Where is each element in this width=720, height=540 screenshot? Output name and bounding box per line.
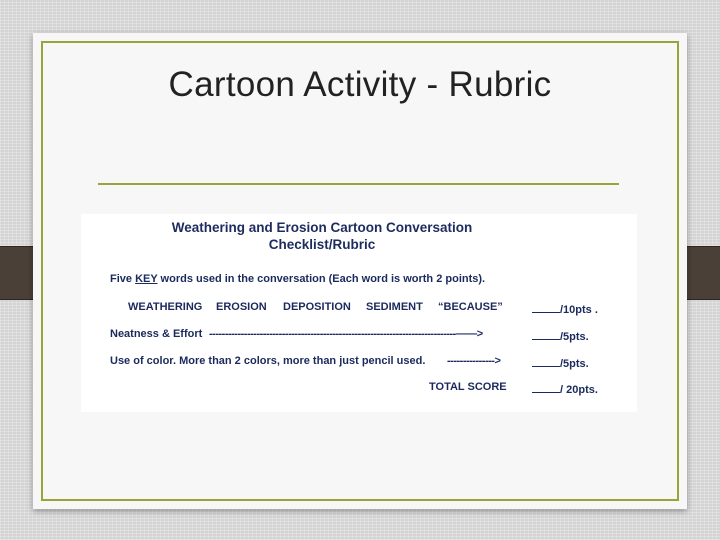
score-blank xyxy=(532,328,560,340)
score-blank xyxy=(532,355,560,367)
slide xyxy=(33,33,687,509)
score-blank xyxy=(532,301,560,313)
rubric-intro xyxy=(110,273,485,285)
title-underline xyxy=(98,183,619,185)
keyword-sediment: SEDIMENT xyxy=(366,301,423,313)
total-points: / 20pts. xyxy=(560,384,598,396)
rubric-title-line1: Weathering and Erosion Cartoon Conversation xyxy=(171,220,473,235)
intro-prefix: Five xyxy=(110,273,136,285)
rubric-title-line2: Checklist/Rubric xyxy=(268,237,376,252)
color-label: Use of color. More than 2 colors, more than just pencil used. xyxy=(110,355,426,367)
color-points: /5pts. xyxy=(560,358,589,370)
slide-title: Cartoon Activity - Rubric xyxy=(168,65,552,104)
rubric-image xyxy=(81,214,637,412)
keyword-deposition: DEPOSITION xyxy=(283,301,351,313)
color-score xyxy=(532,355,589,370)
intro-key-word: KEY xyxy=(135,273,158,285)
keyword-because: “BECAUSE” xyxy=(438,301,503,313)
neatness-points: /5pts. xyxy=(560,331,589,343)
score-blank xyxy=(532,381,560,393)
keyword-weathering: WEATHERING xyxy=(128,301,203,313)
neatness-leader: ------------------------------------------------------------------------------——> xyxy=(209,328,483,340)
total-score-label: TOTAL SCORE xyxy=(429,381,507,393)
color-leader: ---------------> xyxy=(447,355,501,367)
intro-suffix: words used in the conversation (Each word is worth 2 points). xyxy=(157,273,486,285)
keyword-erosion: EROSION xyxy=(216,301,267,313)
keywords-points: /10pts . xyxy=(560,304,598,316)
neatness-score xyxy=(532,328,589,343)
total-score xyxy=(532,381,598,396)
neatness-label: Neatness & Effort xyxy=(110,328,203,340)
keywords-score xyxy=(532,301,598,316)
